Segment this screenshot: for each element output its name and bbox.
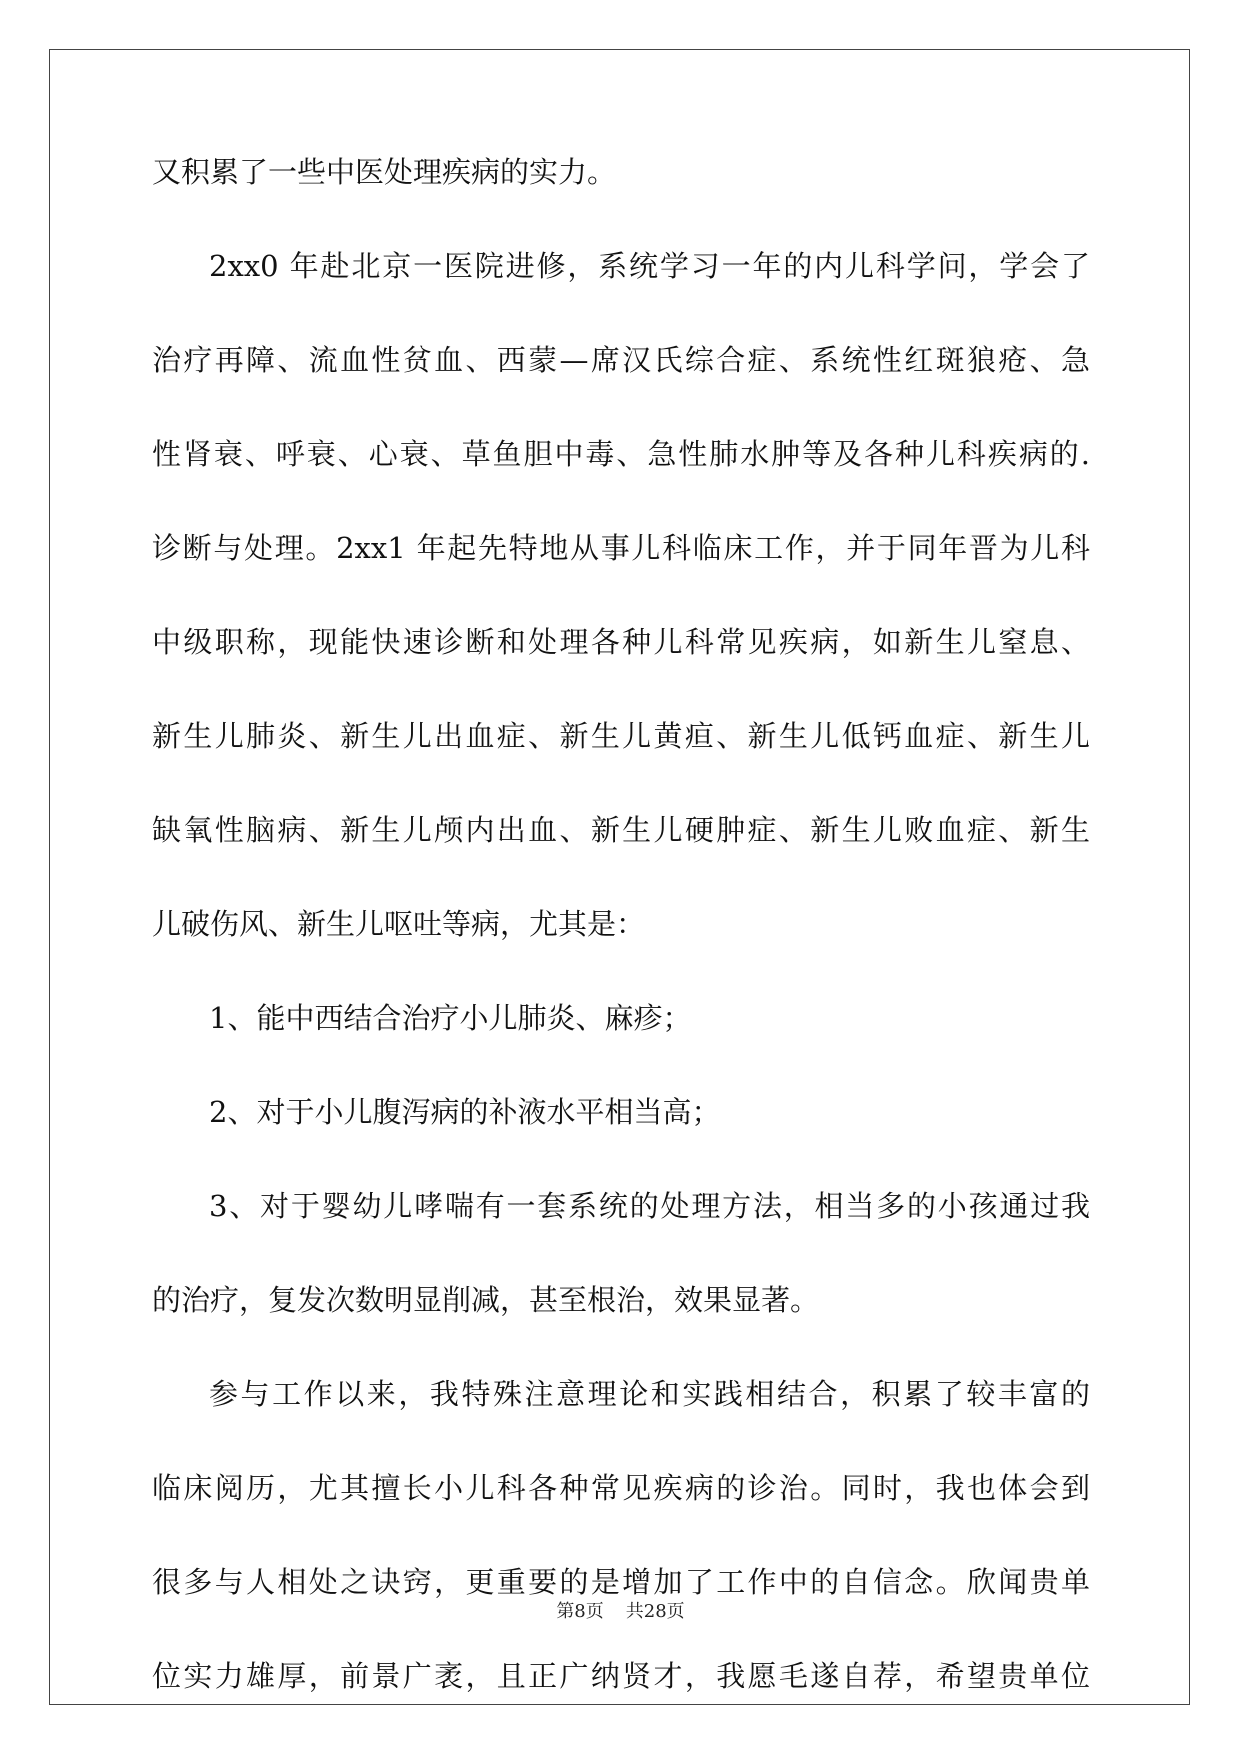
current-page-number: 第8页 bbox=[556, 1601, 604, 1622]
total-page-count: 共28页 bbox=[625, 1601, 685, 1622]
text-line: 缺氧性脑病、新生儿颅内出血、新生儿硬肿症、新生儿败血症、新生 bbox=[152, 813, 1090, 847]
list-item: 2、对于小儿腹泻病的补液水平相当高； bbox=[209, 1095, 721, 1129]
text-line: 参与工作以来，我特殊注意理论和实践相结合，积累了较丰富的 bbox=[209, 1377, 1090, 1411]
text-line: 中级职称，现能快速诊断和处理各种儿科常见疾病，如新生儿窒息、 bbox=[152, 625, 1090, 659]
body-text bbox=[152, 150, 1090, 1748]
text-line: 诊断与处理。2xx1 年起先特地从事儿科临床工作，并于同年晋为儿科 bbox=[152, 531, 1090, 565]
text-line: 治疗再障、流血性贫血、西蒙—席汉氏综合症、系统性红斑狼疮、急 bbox=[152, 343, 1090, 377]
text-line: 又积累了一些中医处理疾病的实力。 bbox=[152, 155, 617, 189]
text-line: 2xx0 年赴北京一医院进修，系统学习一年的内儿科学问，学会了 bbox=[209, 249, 1090, 283]
text-line: 很多与人相处之诀窍，更重要的是增加了工作中的自信念。欣闻贵单 bbox=[152, 1565, 1090, 1599]
text-line: 的治疗，复发次数明显削减，甚至根治，效果显著。 bbox=[152, 1283, 820, 1317]
list-item: 1、能中西结合治疗小儿肺炎、麻疹； bbox=[209, 1001, 692, 1035]
text-line: 性肾衰、呼衰、心衰、草鱼胆中毒、急性肺水肿等及各种儿科疾病的. bbox=[152, 437, 1090, 471]
list-item: 3、对于婴幼儿哮喘有一套系统的处理方法，相当多的小孩通过我 bbox=[209, 1189, 1090, 1223]
page-footer bbox=[0, 1597, 1241, 1623]
text-line: 临床阅历，尤其擅长小儿科各种常见疾病的诊治。同时，我也体会到 bbox=[152, 1471, 1090, 1505]
text-line: 新生儿肺炎、新生儿出血症、新生儿黄疸、新生儿低钙血症、新生儿 bbox=[152, 719, 1090, 753]
text-line: 儿破伤风、新生儿呕吐等病，尤其是： bbox=[152, 907, 646, 941]
text-line: 位实力雄厚，前景广袤，且正广纳贤才，我愿毛遂自荐，希望贵单位 bbox=[152, 1659, 1090, 1693]
